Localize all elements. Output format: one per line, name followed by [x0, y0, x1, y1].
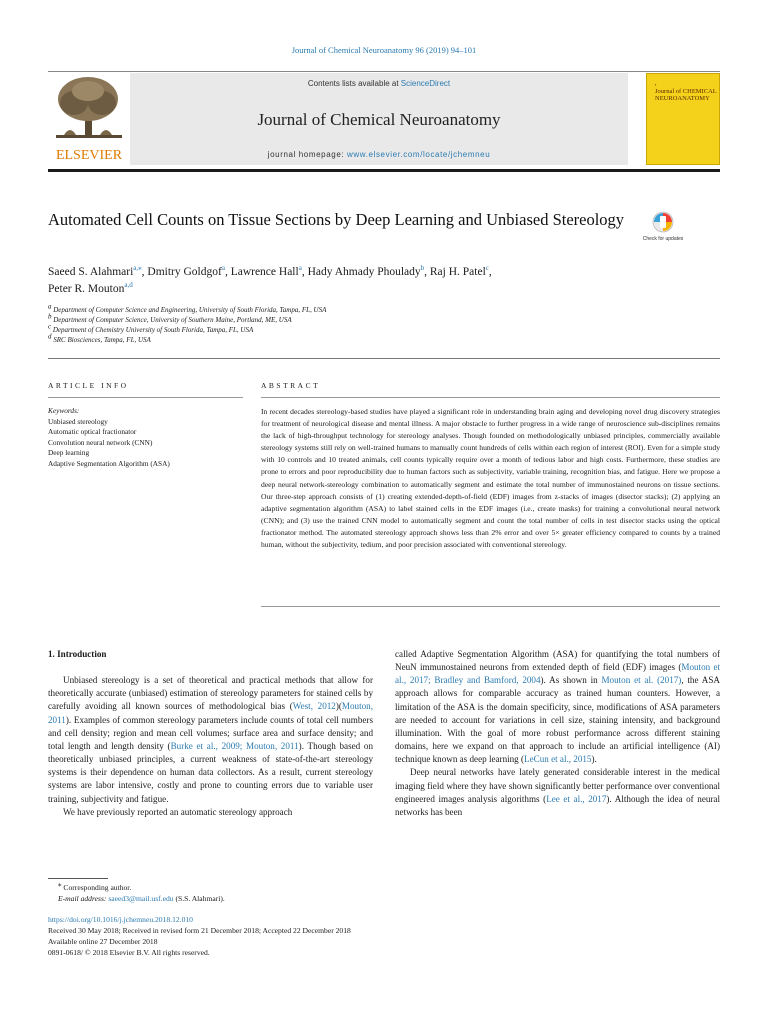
homepage-prefix: journal homepage: — [267, 150, 348, 159]
affiliation-item — [48, 312, 708, 325]
author-separator: , — [224, 266, 231, 278]
contents-line — [130, 79, 628, 88]
paragraph-text: ). — [591, 754, 597, 765]
author-affiliation-mark[interactable]: a — [298, 264, 302, 273]
author-affiliation-mark[interactable]: a,d — [124, 281, 133, 290]
author-affiliation-mark[interactable]: b — [420, 264, 425, 273]
author-separator: , — [141, 266, 148, 278]
corresponding-text: Corresponding author. — [63, 883, 132, 892]
title-block-rule — [48, 358, 720, 359]
keyword-item: Convolution neural network (CNN) — [48, 437, 153, 447]
journal-title: Journal of Chemical Neuroanatomy — [257, 110, 501, 129]
body-paragraph — [48, 674, 373, 806]
paragraph-text: )( — [335, 701, 342, 712]
paragraph-text: Unbiased stereology is a set of theoretical and practical methods that allow for theoretically accurate (unbiased) estimation of stereology parameters for stained cells by carefully avoiding all known sources of methodological bias ( — [48, 675, 373, 712]
received-dates: Received 30 May 2018; Received in revised form 21 December 2018; Accepted 22 December 2018 — [48, 926, 351, 935]
keywords-list — [48, 417, 248, 470]
body-column-right — [395, 648, 720, 819]
affiliation-text: Department of Chemistry University of South Florida, Tampa, FL, USA — [52, 326, 254, 334]
author-name[interactable]: Saeed S. Alahmari — [48, 266, 134, 278]
homepage-link[interactable]: www.elsevier.com/locate/jchemneu — [347, 150, 491, 159]
affiliation-item — [48, 302, 708, 315]
keyword-item: Adaptive Segmentation Algorithm (ASA) — [48, 458, 170, 468]
homepage-line — [130, 150, 628, 159]
crossmark-icon — [653, 212, 673, 232]
paragraph-text: Deep neural networks have lately generated considerable interest in the medical imaging field where they have shown significantly better performance over conventional engineered images analysis algorithms ( — [395, 767, 720, 804]
body-paragraph — [395, 648, 720, 766]
citation-link[interactable]: Burke et al., 2009; Mouton, 2011 — [170, 740, 299, 751]
email-note — [48, 893, 448, 904]
author-affiliation-mark[interactable]: c — [485, 264, 489, 273]
keyword-item: Unbiased stereology — [48, 416, 108, 426]
abstract-heading: ABSTRACT — [261, 381, 321, 390]
paragraph-text: ). Although the idea of neural networks has been — [395, 793, 720, 817]
footnotes — [48, 882, 448, 904]
affiliation-text: Department of Computer Science, University of Southern Maine, Portland, ME, USA — [53, 316, 292, 324]
email-link[interactable]: saeed3@mail.usf.edu — [108, 894, 174, 903]
section-heading: 1. Introduction — [48, 649, 107, 659]
abstract-rule — [261, 397, 720, 398]
affiliation-text: Department of Computer Science and Engineering, University of South Florida, Tampa, FL, USA — [53, 306, 327, 314]
author-name[interactable]: Peter R. Mouton — [48, 283, 125, 295]
paragraph-text: ). As shown in — [540, 675, 602, 686]
affiliation-text: SRC Biosciences, Tampa, FL, USA — [53, 336, 151, 344]
affiliation-mark: a — [48, 302, 52, 311]
abstract-bottom-rule — [261, 606, 720, 607]
citation-link[interactable]: Mouton, 2011 — [48, 701, 373, 725]
doi-link[interactable]: https://doi.org/10.1016/j.jchemneu.2018.12.010 — [48, 915, 193, 924]
affiliation-item — [48, 322, 708, 335]
email-owner: (S.S. Alahmari). — [173, 894, 225, 903]
corresponding-author-note — [48, 882, 448, 893]
elsevier-logo[interactable] — [50, 73, 128, 165]
available-online: Available online 27 December 2018 — [48, 937, 158, 946]
cover-publisher-mark: ▪ — [655, 82, 657, 87]
author-separator: , — [488, 266, 492, 278]
citation-link[interactable]: LeCun et al., 2015 — [524, 754, 592, 765]
paragraph-text: ). Though based on theoretically unbiased principles, a current weakness of state-of-the-art stereology systems is their dependence on human data collectors. As a result, current stereology systems are labor intensive, costly and prone to counting errors due to variable user training, subjectivity and fatigue. — [48, 740, 374, 804]
keywords-label: Keywords: — [48, 406, 80, 415]
citation-link[interactable]: West, 2012 — [292, 701, 336, 712]
paragraph-text: , the ASA approach allows for comparable accuracy as trained human counters. However, a limitation of the ASA is the domain specificity, since, modifications of ASA parameters are needed to account for variations in cell size, staining intensity, and background illumination. With the goal of more robust performance across different staining domains, here we expand on that approach to include an artificial intelligence (AI) technique known as deep learning ( — [395, 675, 720, 765]
paper-title: Automated Cell Counts on Tissue Sections by Deep Learning and Unbiased Stereology — [48, 210, 625, 229]
author-name[interactable]: Hady Ahmady Phoulady — [307, 266, 421, 278]
citation-link[interactable]: Mouton et al., 2017; Bradley and Bamford, 2004 — [395, 662, 721, 686]
body-paragraph — [395, 766, 720, 819]
masthead-bottom-rule — [48, 169, 720, 172]
author-separator: , — [424, 266, 430, 278]
citation-link[interactable]: Mouton et al. (2017) — [601, 675, 682, 686]
article-info-heading: ARTICLE INFO — [48, 381, 129, 390]
elsevier-wordmark: ELSEVIER — [55, 148, 123, 163]
affiliation-mark: b — [48, 312, 52, 321]
author-name[interactable]: Lawrence Hall — [230, 266, 299, 278]
email-label: E-mail address: — [58, 894, 109, 903]
crossmark-label: Check for updates — [642, 236, 684, 242]
body-column-left — [48, 648, 373, 819]
tree-icon — [56, 77, 122, 138]
body-paragraph — [48, 806, 373, 819]
paragraph-text: ). Examples of common stereology parameters include counts of total cell numbers and cell density; region and mean cell volumes; surface area and surface density; and total length and length density ( — [48, 714, 373, 751]
corresponding-mark: ⁎ — [58, 880, 62, 889]
paragraph-text: We have previously reported an automatic stereology approach — [63, 806, 293, 817]
article-info-rule — [48, 397, 243, 398]
affiliation-mark: c — [48, 322, 52, 331]
copyright: 0891-0618/ © 2018 Elsevier B.V. All rights reserved. — [48, 948, 210, 957]
footnote-rule — [48, 878, 108, 879]
publication-info — [48, 914, 548, 958]
affiliation-item — [48, 332, 708, 345]
affiliation-mark: d — [48, 332, 52, 341]
keyword-item: Deep learning — [48, 448, 90, 457]
journal-reference[interactable]: Journal of Chemical Neuroanatomy 96 (2019) 94–101 — [291, 45, 477, 55]
paragraph-text: called Adaptive Segmentation Algorithm (ASA) for quantifying the total numbers of NeuN immunostained neurons from extended depth of field (EDF) images ( — [395, 649, 720, 673]
contents-prefix: Contents lists available at — [307, 79, 401, 88]
author-list — [48, 264, 708, 298]
author-name[interactable]: Raj H. Patel — [429, 266, 486, 278]
sciencedirect-link[interactable]: ScienceDirect — [400, 79, 451, 88]
cover-title: Journal of CHEMICAL NEUROANATOMY — [655, 88, 717, 102]
affiliations — [48, 302, 708, 345]
citation-link[interactable]: Lee et al., 2017 — [546, 793, 607, 804]
abstract-text: In recent decades stereology-based studies have played a significant role in understanding brain aging and developing novel drug discovery strategies for treatment of neurological disease and mental illness. A major obstacle to further progress in a wide range of neuroscience sub-disciplines remains the lack of high-throughput technology for stereology analyses. Though founded on methodologically unbiased principles, commercially available stereology systems still rely on well-trained humans to manually count hundreds of cells within each region of interest (ROI). Even for a simple study with 10 controls and 10 treated animals, cell counts typically require over a month of tedious labor and high costs. Furthermore, these studies are prone to errors and poor reproducibility due to human factors such as subjectivity, variable training, recognition bias, and fatigue. Here we propose a deep neural network-stereology combination to automatically segment and estimate the total number of immunostained neurons on tissue sections. Our three-step approach consists of (1) creating extended-depth-of-field (EDF) images from z-stacks of images (disector stacks); (2) applying an adaptive segmentation algorithm (ASA) to label stained cells in the EDF images (i.e., create masks) for training a convolutional neural network (CNN); and (3) use the trained CNN model to automatically segment and count the total number of cells in test disector stacks using the optical fractionator method. The automated stereology approach shows less than 2% error and over 5× greater efficiency compared to counts by a trained human, without the subjectivity, tedium, and poor precision associated with conventional stereology. — [261, 407, 720, 550]
masthead-top-rule — [48, 71, 720, 72]
crossmark-badge[interactable] — [642, 210, 684, 250]
author-separator: , — [301, 266, 308, 278]
author-affiliation-mark[interactable]: a,⁎ — [133, 264, 142, 273]
keyword-item: Automatic optical fractionator — [48, 427, 137, 436]
keywords-block — [48, 406, 248, 469]
author-name[interactable]: Dmitry Goldgof — [147, 266, 222, 278]
journal-cover-thumbnail[interactable] — [646, 73, 720, 165]
author-affiliation-mark[interactable]: a — [221, 264, 225, 273]
